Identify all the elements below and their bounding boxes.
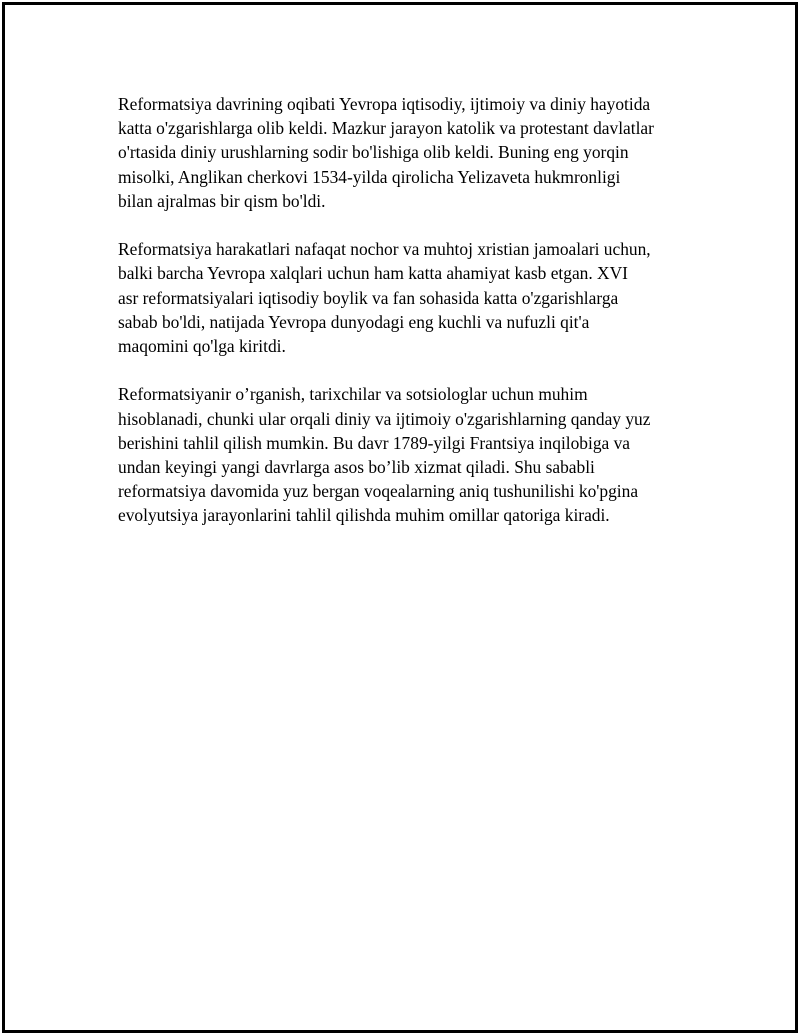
text-line: bilan ajralmas bir qism bo'ldi. bbox=[118, 190, 326, 211]
text-line: undan keyingi yangi davrlarga asos bo’lib xizmat qiladi. Shu sababli bbox=[118, 457, 595, 478]
text-line: Reformatsiyanir o’rganish, tarixchilar va sotsiologlar uchun muhim bbox=[118, 384, 588, 405]
text-line: o'rtasida diniy urushlarning sodir bo'lishiga olib keldi. Buning eng yorqin bbox=[118, 142, 629, 163]
text-line: asr reformatsiyalari iqtisodiy boylik va fan sohasida katta o'zgarishlarga bbox=[118, 287, 619, 308]
paragraph-3 bbox=[118, 382, 703, 527]
document-body bbox=[118, 92, 703, 552]
text-line: berishini tahlil qilish mumkin. Bu davr 1789-yilgi Frantsiya inqilobiga va bbox=[118, 432, 631, 453]
text-line: sabab bo'ldi, natijada Yevropa dunyodagi eng kuchli va nufuzli qit'a bbox=[118, 311, 590, 332]
text-line: hisoblanadi, chunki ular orqali diniy va ijtimoiy o'zgarishlarning qanday yuz bbox=[118, 408, 651, 429]
text-line: evolyutsiya jarayonlarini tahlil qilishda muhim omillar qatoriga kiradi. bbox=[118, 505, 610, 526]
text-line: Reformatsiya davrining oqibati Yevropa iqtisodiy, ijtimoiy va diniy hayotida bbox=[118, 94, 651, 114]
text-line: Reformatsiya harakatlari nafaqat nochor va muhtoj xristian jamoalari uchun, bbox=[118, 239, 651, 260]
text-line: balki barcha Yevropa xalqlari uchun ham katta ahamiyat kasb etgan. XVI bbox=[118, 263, 628, 284]
text-line: misolki, Anglikan cherkovi 1534-yilda qirolicha Yelizaveta hukmronligi bbox=[118, 166, 621, 187]
text-line: katta o'zgarishlarga olib keldi. Mazkur jarayon katolik va protestant davlatlar bbox=[118, 118, 654, 139]
paragraph-2 bbox=[118, 237, 703, 358]
text-line: maqomini qo'lga kiritdi. bbox=[118, 336, 286, 357]
text-line: reformatsiya davomida yuz bergan voqealarning aniq tushunilishi ko'pgina bbox=[118, 481, 639, 502]
paragraph-1 bbox=[118, 92, 703, 213]
